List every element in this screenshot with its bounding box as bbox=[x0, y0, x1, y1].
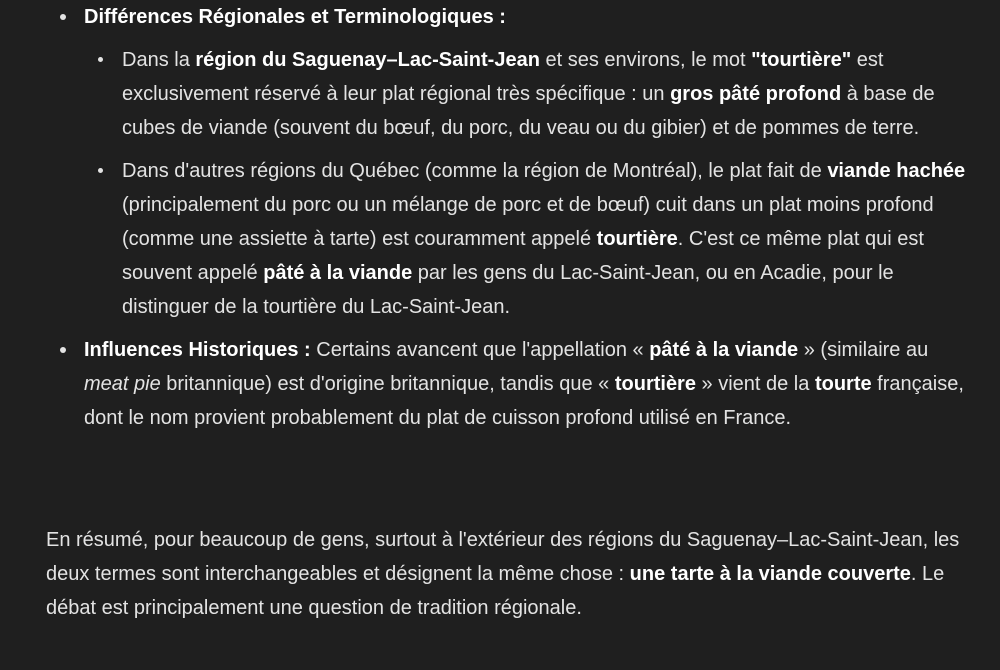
sub-item-saguenay bbox=[84, 43, 978, 145]
bullet-icon bbox=[60, 347, 66, 353]
text: Dans d'autres régions du Québec (comme la région de Montréal), le plat fait de bbox=[122, 160, 828, 182]
text: est exclusivement réservé à leur plat régional très spécifique : un bbox=[122, 49, 884, 105]
bold-text: région du Saguenay–Lac-Saint-Jean bbox=[195, 49, 540, 71]
bullet-icon bbox=[60, 14, 66, 20]
bullet-icon bbox=[98, 57, 103, 62]
text: à base de cubes de viande (souvent du bœuf, du porc, du veau ou du gibier) et de pommes de terre. bbox=[122, 83, 935, 139]
text: . C'est ce même plat qui est souvent appelé bbox=[122, 228, 924, 284]
bold-text: tourte bbox=[814, 373, 872, 395]
text: britannique) est d'origine britannique, tandis que « bbox=[160, 373, 615, 395]
bold-text: pâté à la viande bbox=[263, 262, 413, 284]
text: française, dont le nom provient probablement du plat de cuisson profond utilisé en France. bbox=[84, 373, 964, 429]
bold-text: une tarte à la viande couverte bbox=[629, 563, 911, 585]
text: » vient de la bbox=[695, 373, 815, 395]
bold-text: tourtière bbox=[614, 373, 696, 395]
sub-item-other-regions bbox=[84, 154, 978, 324]
text: et ses environs, le mot bbox=[539, 49, 752, 71]
item-heading: Différences Régionales et Terminologiques : bbox=[84, 6, 506, 28]
text: Certains avancent que l'appellation « bbox=[310, 339, 650, 361]
text: (principalement du porc ou un mélange de porc et de bœuf) cuit dans un plat moins profond (comme une assiette à tarte) est couramment appelé bbox=[122, 194, 934, 250]
bold-text: pâté à la viande bbox=[649, 339, 799, 361]
item-heading: Influences Historiques : bbox=[84, 339, 311, 361]
text: par les gens du Lac-Saint-Jean, ou en Acadie, pour le distinguer de la tourtière du Lac-Saint-Jean. bbox=[122, 262, 894, 318]
italic-text: meat pie bbox=[84, 373, 161, 395]
text: En résumé, pour beaucoup de gens, surtout à l'extérieur des régions du Saguenay–Lac-Saint-Jean, les deux termes sont interchangeables et désignent la même chose : bbox=[46, 529, 960, 585]
bullet-icon bbox=[98, 168, 103, 173]
bold-text: viande hachée bbox=[827, 160, 966, 182]
text: . Le débat est principalement une question de tradition régionale. bbox=[46, 563, 945, 619]
bold-text: "tourtière" bbox=[751, 49, 852, 71]
list-item-historical-influences bbox=[0, 333, 1000, 435]
list-item-regional-differences bbox=[0, 0, 1000, 324]
summary-paragraph bbox=[46, 523, 976, 625]
bold-text: tourtière bbox=[596, 228, 678, 250]
sub-list bbox=[84, 43, 978, 324]
text: » (similaire au bbox=[798, 339, 929, 361]
text: Dans la bbox=[122, 49, 196, 71]
bold-text: gros pâté profond bbox=[670, 83, 842, 105]
